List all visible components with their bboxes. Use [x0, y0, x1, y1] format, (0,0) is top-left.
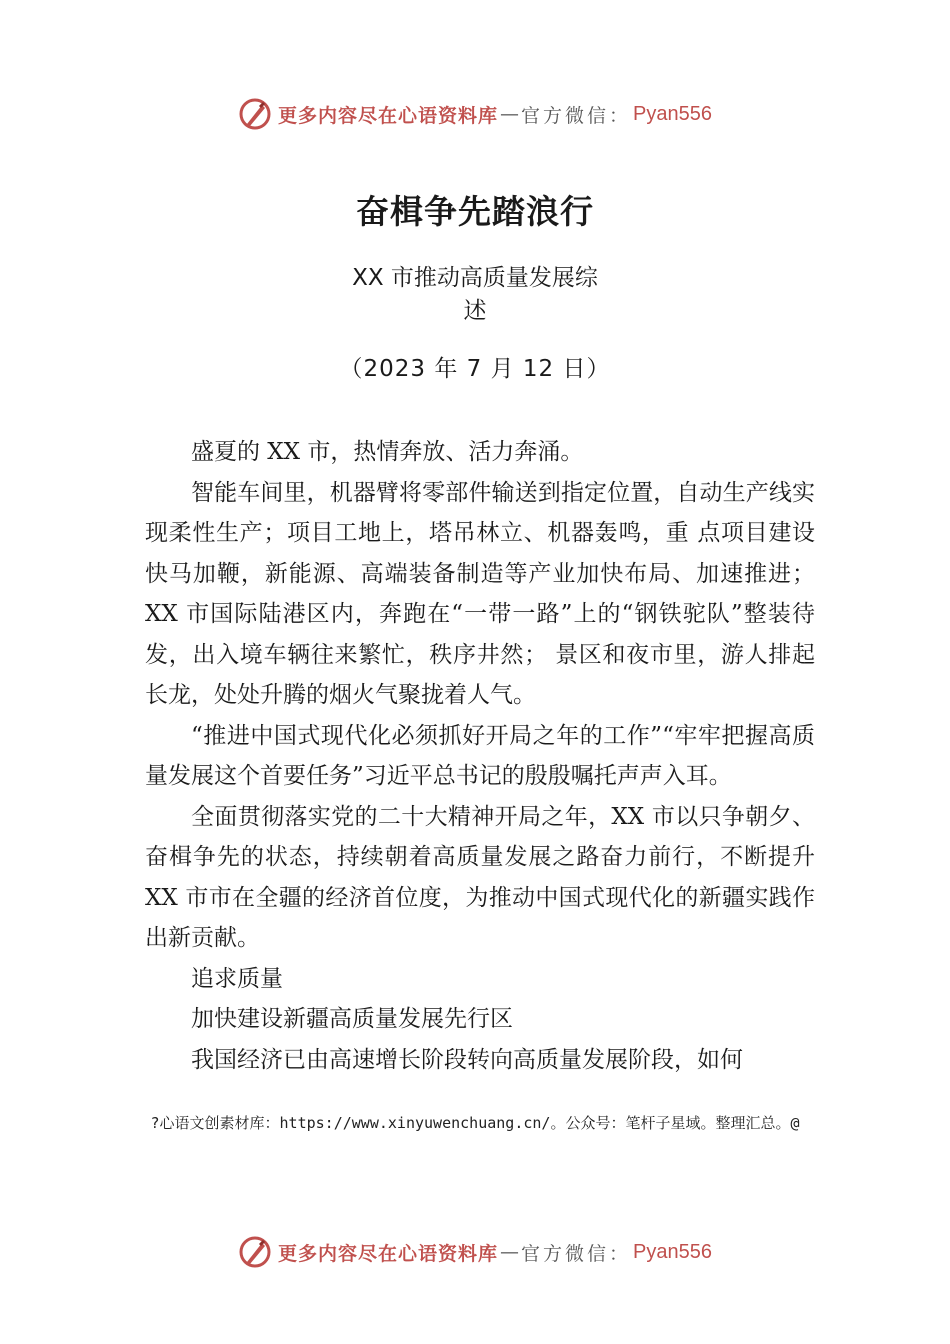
banner-wechat-label: 官方微信：: [521, 104, 632, 127]
document-date: （2023 年 7 月 12 日）: [339, 356, 611, 382]
pen-seal-logo-icon: [238, 1235, 272, 1269]
subtitle-line-1: XX 市推动高质量发展综: [352, 265, 598, 291]
subtitle-line-2: 述: [463, 298, 487, 324]
paragraph: 智能车间里，机器臂将零部件输送到指定位置，自动生产线实现柔性生产；项目工地上，塔吊林立、机器轰鸣，重 点项目建设快马加鞭，新能源、高端装备制造等产业加快布局、加速推进；XX 市国际陆港区内，奔跑在“一带一路”上的“钢铁驼队”整装待发，出入境车辆往来繁忙，秩序井然； 景区和夜市里，游人排起长龙，处处升腾的烟火气聚拢着人气。: [145, 479, 815, 708]
banner-lead-text: 更多内容尽在心语资料库: [278, 1242, 499, 1265]
banner-wechat-id: Pyan556: [633, 102, 712, 125]
document-subtitle: [0, 262, 950, 328]
paragraph: 我国经济已由高速增长阶段转向高质量发展阶段，如何: [191, 1046, 743, 1073]
footer-source-note: ?心语文创素材库：https://www.xinyuwenchuang.cn/。公众号：笔杆子星域。整理汇总。@: [150, 1114, 800, 1132]
document-body: [145, 432, 815, 1080]
banner-lead-text: 更多内容尽在心语资料库: [278, 104, 499, 127]
footer-banner: [0, 1232, 950, 1272]
document-title: 奋楫争先踏浪行: [356, 192, 594, 231]
section-subheading: 加快建设新疆高质量发展先行区: [191, 1006, 513, 1032]
paragraph: 全面贯彻落实党的二十大精神开局之年，XX 市以只争朝夕、奋楫争先的状态，持续朝着高质量发展之路奋力前行，不断提升 XX 市市在全疆的经济首位度，为推动中国式现代化的新疆实践作出新贡献。: [145, 803, 815, 951]
header-banner: [0, 94, 950, 134]
paragraph: 盛夏的 XX 市，热情奔放、活力奔涌。: [191, 439, 584, 465]
banner-wechat-label: 官方微信：: [521, 1242, 632, 1265]
banner-dash: —: [500, 103, 520, 125]
section-heading: 追求质量: [191, 965, 283, 992]
banner-wechat-id: Pyan556: [633, 1240, 712, 1263]
paragraph: “推进中国式现代化必须抓好开局之年的工作”“牢牢把握高质量发展这个首要任务”习近平总书记的殷殷嘱托声声入耳。: [145, 722, 815, 789]
pen-seal-logo-icon: [238, 97, 272, 131]
banner-dash: —: [500, 1241, 520, 1263]
